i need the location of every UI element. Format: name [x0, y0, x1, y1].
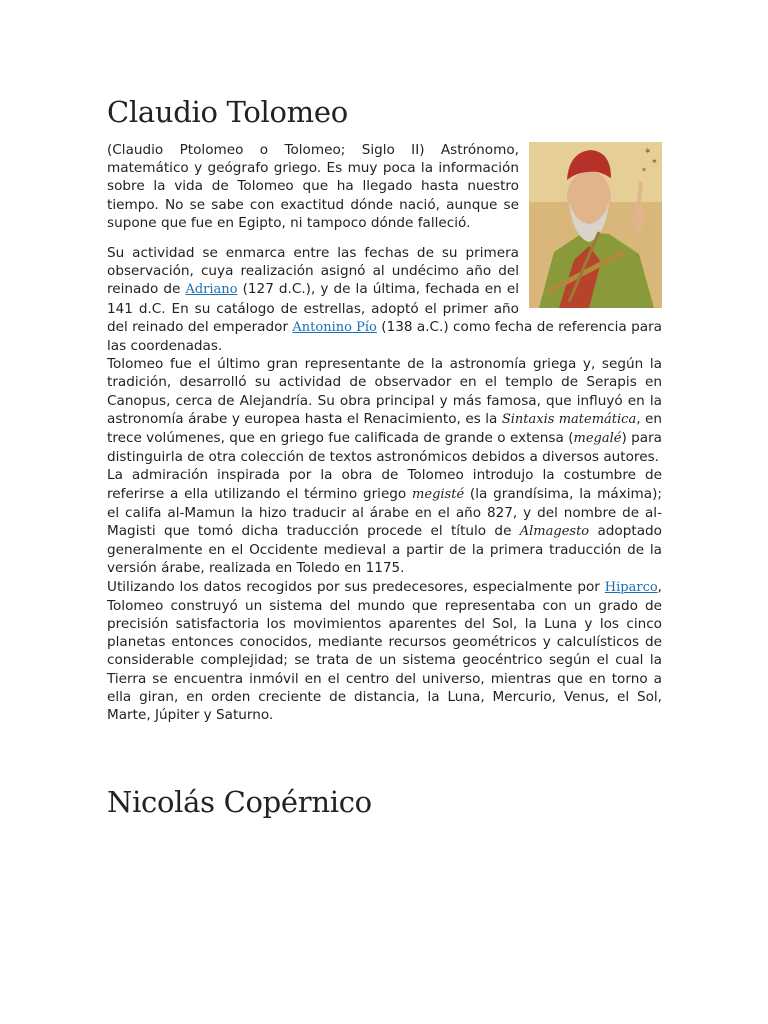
text-span: La admiración inspirada por la obra de Tolomeo introdujo la costumbre de referirse a ella utilizando el término griego — [107, 467, 662, 502]
text-span: adoptado generalmente en el Occidente medieval a partir de la primera traducción de la versión árabe, realizada en Toledo en 1175. — [107, 523, 662, 577]
svg-text:✶: ✶ — [644, 147, 652, 157]
paragraph-astronomy — [107, 355, 662, 466]
text-span: (138 a.C.) como fecha de referencia para las coordenadas. — [107, 318, 662, 355]
link-adriano[interactable]: Adriano — [185, 282, 238, 298]
emphasis-almagesto: Almagesto — [519, 524, 590, 540]
text-span: Tolomeo fue el último gran representante de la astronomía griega y, según la tradición, desarrolló su actividad de observador en el templo de Serapis en Canopus, cerca de Alejandría. Su obra principal y más famosa, que influyó en la astronomía árabe y europea hasta el Renacimiento, es la — [107, 356, 662, 427]
emphasis-megale: megalé — [573, 431, 622, 447]
emphasis-megiste: megisté — [412, 486, 465, 502]
paragraph-geocentric — [107, 578, 662, 725]
svg-text:✶: ✶ — [641, 166, 647, 174]
section-title-copernico: Nicolás Copérnico — [107, 785, 372, 819]
text-span: Utilizando los datos recogidos por sus predecesores, especialmente por — [107, 578, 605, 595]
paragraph-almagesto — [107, 466, 662, 577]
emphasis-sintaxis: Sintaxis matemática — [501, 411, 637, 427]
text-span: (la grandísima, la máxima); el califa al-Mamun la hizo traducir al árabe en el año 827, y del nombre de al-Magisti que tomó dicha traducción procede el título de — [107, 485, 662, 540]
document-page — [107, 95, 662, 724]
link-hiparco[interactable]: Hiparco — [604, 579, 658, 595]
section-title-tolomeo: Claudio Tolomeo — [107, 95, 348, 129]
text-span: ) para distinguirla de otra colección de textos astronómicos debidos a diversos autores. — [107, 430, 662, 466]
svg-text:✶: ✶ — [651, 157, 658, 166]
portrait-illustration — [529, 142, 662, 308]
text-span: , Tolomeo construyó un sistema del mundo que representaba con un grado de precisión satisfactoria los movimientos aparentes del Sol, la Luna y los cinco planetas entonces conocidos, mediante recursos geométricos y calculísticos de considerable complejidad; se trata de un sistema geocéntrico según el cual la Tierra se encuentra inmóvil en el centro del universo, mientras que en torno a ella giran, en orden creciente de distancia, la Luna, Mercurio, Venus, el Sol, Marte, Júpiter y Saturno. — [107, 578, 662, 724]
ptolemy-portrait-image — [529, 142, 662, 308]
link-antonino-pio[interactable]: Antonino Pío — [292, 319, 377, 335]
paragraph-intro: (Claudio Ptolomeo o Tolomeo; Siglo II) Astrónomo, matemático y geógrafo griego. Es muy poca la información sobre la vida de Tolomeo que ha llegado hasta nuestro tiempo. No se sabe con exactitud dónde nació, aunque se supone que fue en Egipto, ni tampoco dónde falleció. — [107, 142, 519, 231]
text-span: (127 d.C.), y de la última, fechada en el 141 d.C. En su catálogo de estrellas, adoptó el primer año del reinado del emperador — [107, 281, 519, 335]
text-span: Su actividad se enmarca entre las fechas de su primera observación, cuya realización asignó al undécimo año del reinado de — [107, 245, 519, 298]
article-body — [107, 141, 662, 724]
text-span: , en trece volúmenes, que en griego fue calificada de grande o extensa ( — [107, 410, 662, 447]
